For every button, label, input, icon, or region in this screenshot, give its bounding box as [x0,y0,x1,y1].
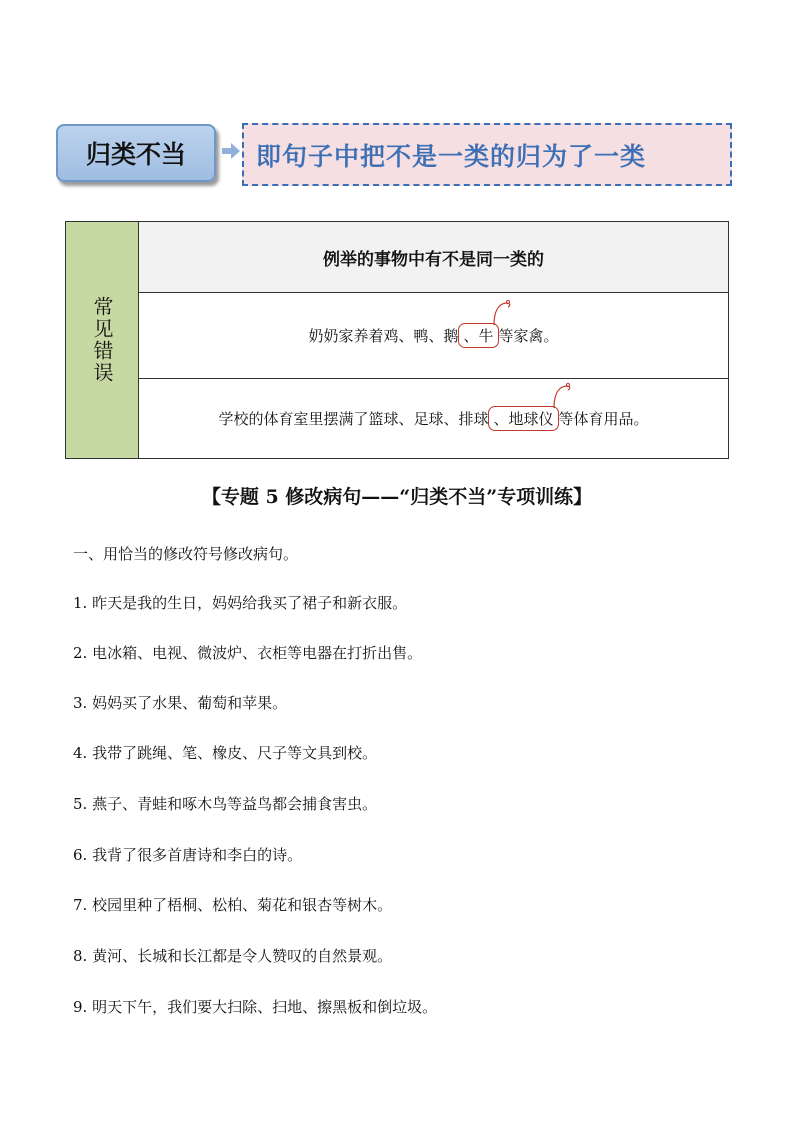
section-title: 【专题 5 修改病句——“归类不当”专项训练】 [201,486,593,508]
question-item: 6. 我背了很多首唐诗和李白的诗。 [73,846,303,864]
question-item: 2. 电冰箱、电视、微波炉、衣柜等电器在打折出售。 [73,644,423,662]
question-item: 8. 黄河、长城和长江都是令人赞叹的自然景观。 [73,947,393,965]
deletion-mark-icon [552,381,574,409]
example1-marked-word: 、牛 [458,323,498,348]
definition-box [242,123,732,186]
example-row-2 [139,379,728,458]
topic-badge: 归类不当 [56,124,216,182]
arrow-right-icon [222,143,240,159]
example2-before: 学校的体育室里摆满了篮球、足球、排球 [218,410,489,428]
question-item: 7. 校园里种了梧桐、松柏、菊花和银杏等树木。 [73,896,393,914]
instruction-text: 一、用恰当的修改符号修改病句。 [73,545,299,563]
question-item: 1. 昨天是我的生日，妈妈给我买了裙子和新衣服。 [73,594,408,612]
question-item: 3. 妈妈买了水果、葡萄和苹果。 [73,694,288,712]
table-title-row [139,222,728,293]
table-title: 例举的事物中有不是同一类的 [323,249,544,270]
common-errors-table [65,221,729,459]
table-side-label [66,222,139,458]
deletion-mark-icon [492,298,514,326]
example-row-1 [139,293,728,379]
example2-after: 等体育用品。 [558,410,649,428]
question-item: 5. 燕子、青蛙和啄木鸟等益鸟都会捕食害虫。 [73,795,378,813]
question-item: 4. 我带了跳绳、笔、橡皮、尺子等文具到校。 [73,744,378,762]
example2-marked-word: 、地球仪 [488,406,558,431]
side-label-text: 常见错误 [90,296,114,384]
example1-before: 奶奶家养着鸡、鸭、鹅 [308,327,459,345]
question-item: 9. 明天下午，我们要大扫除、扫地、擦黑板和倒垃圾。 [73,998,438,1016]
example1-after: 等家禽。 [498,327,559,345]
definition-text: 即句子中把不是一类的归为了一类 [256,141,647,171]
